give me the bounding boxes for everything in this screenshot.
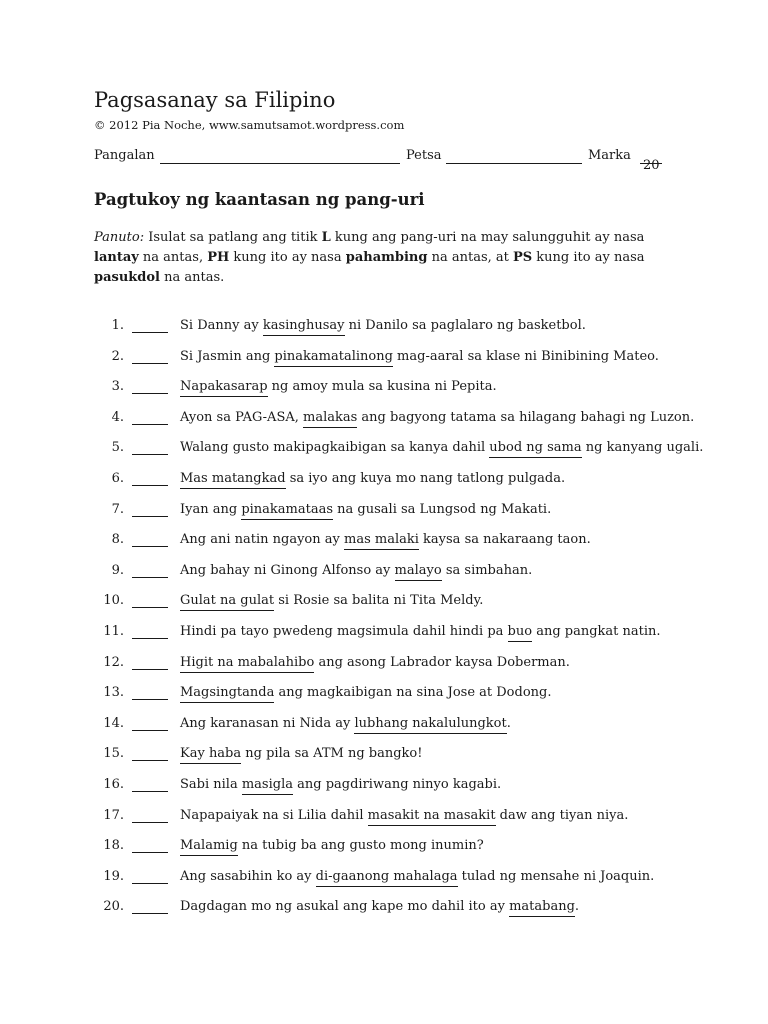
item-sentence	[180, 746, 423, 761]
underlined-adjective: di-gaanong mahalaga	[316, 869, 458, 887]
underlined-adjective: masakit na masakit	[368, 808, 496, 826]
item-sentence	[180, 563, 532, 578]
answer-blank[interactable]	[132, 363, 168, 364]
answer-blank[interactable]	[132, 913, 168, 914]
exercise-item	[94, 406, 694, 437]
sentence-pre: Napapaiyak na si Lilia dahil	[180, 807, 368, 823]
sentence-post: .	[506, 715, 511, 731]
item-number: 19.	[103, 868, 124, 884]
item-number: 16.	[103, 776, 124, 792]
underlined-adjective: Napakasarap	[180, 379, 268, 397]
item-sentence	[180, 471, 565, 486]
date-blank[interactable]	[446, 163, 582, 164]
instructions-text: kung ang pang-uri na may salungguhit ay nasa	[330, 230, 645, 245]
sentence-pre: Ang sasabihin ko ay	[180, 868, 316, 884]
sentence-post: ni Danilo sa paglalaro ng basketbol.	[344, 318, 586, 333]
answer-blank[interactable]	[132, 424, 168, 425]
item-number: 18.	[103, 838, 124, 854]
instructions-text: na antas.	[160, 270, 225, 285]
exercise-item	[94, 681, 694, 712]
underlined-adjective: Magsingtanda	[180, 685, 274, 703]
item-sentence	[180, 777, 501, 792]
sentence-post: daw ang tiyan niya.	[495, 807, 629, 823]
item-sentence	[180, 410, 694, 425]
sentence-post: sa simbahan.	[441, 562, 533, 578]
sentence-post: ang pangkat natin.	[532, 623, 661, 639]
item-sentence	[180, 808, 628, 823]
exercise-item	[94, 712, 694, 743]
answer-blank[interactable]	[132, 760, 168, 761]
answer-blank[interactable]	[132, 852, 168, 853]
term-pahambing: pahambing	[345, 250, 428, 265]
underlined-adjective: Kay haba	[180, 746, 241, 764]
item-number: 5.	[111, 440, 124, 456]
item-number: 11.	[103, 623, 124, 639]
item-sentence	[180, 869, 654, 884]
underlined-adjective: Mas matangkad	[180, 471, 286, 489]
item-number: 1.	[111, 318, 124, 333]
answer-blank[interactable]	[132, 669, 168, 670]
underlined-adjective: lubhang nakalulungkot	[354, 716, 506, 734]
term-lantay: lantay	[94, 250, 139, 265]
exercise-item	[94, 865, 694, 896]
sentence-pre: Si Danny ay	[180, 318, 263, 333]
sentence-pre: Ang ani natin ngayon ay	[180, 532, 344, 548]
answer-blank[interactable]	[132, 638, 168, 639]
page-title: Pagsasanay sa Filipino	[94, 88, 336, 112]
sentence-post: ang bagyong tatama sa hilagang bahagi ng Luzon.	[357, 409, 695, 425]
sentence-pre: Dagdagan mo ng asukal ang kape mo dahil ito ay	[180, 899, 510, 915]
item-number: 20.	[103, 899, 124, 915]
sentence-post: ang asong Labrador kaysa Doberman.	[314, 654, 570, 670]
student-info-row	[94, 146, 674, 176]
answer-blank[interactable]	[132, 546, 168, 547]
underlined-adjective: kasinghusay	[263, 318, 345, 336]
item-sentence	[180, 624, 661, 639]
code-L: L	[321, 230, 331, 245]
underlined-adjective: pinakamatalinong	[274, 349, 393, 367]
item-number: 14.	[103, 715, 124, 731]
exercise-item	[94, 559, 694, 590]
item-number: 10.	[103, 593, 124, 609]
instructions-text: na antas,	[138, 250, 208, 265]
instructions-lead: Panuto:	[94, 230, 145, 245]
answer-blank[interactable]	[132, 454, 168, 455]
exercise-item	[94, 498, 694, 529]
date-label: Petsa	[406, 148, 442, 163]
exercise-item	[94, 345, 694, 376]
underlined-adjective: malakas	[303, 410, 357, 428]
underlined-adjective: buo	[508, 624, 533, 642]
name-label: Pangalan	[94, 148, 155, 163]
answer-blank[interactable]	[132, 516, 168, 517]
answer-blank[interactable]	[132, 607, 168, 608]
sentence-pre: Ang bahay ni Ginong Alfonso ay	[180, 562, 395, 578]
sentence-post: na gusali sa Lungsod ng Makati.	[333, 501, 552, 517]
instructions-text: kung ito ay nasa	[229, 250, 346, 265]
item-number: 12.	[103, 654, 124, 670]
sentence-post: sa iyo ang kuya mo nang tatlong pulgada.	[285, 470, 566, 486]
code-PS: PS	[513, 250, 533, 265]
item-sentence	[180, 349, 659, 364]
answer-blank[interactable]	[132, 393, 168, 394]
item-number: 17.	[103, 807, 124, 823]
item-number: 15.	[103, 746, 124, 762]
sentence-post: kaysa sa nakaraang taon.	[418, 532, 591, 548]
instructions-paragraph	[94, 228, 688, 288]
underlined-adjective: matabang	[509, 899, 575, 917]
answer-blank[interactable]	[132, 332, 168, 333]
sentence-pre: Iyan ang	[180, 501, 242, 517]
item-sentence	[180, 655, 570, 670]
exercise-item	[94, 589, 694, 620]
instructions-text: Isulat sa patlang ang titik	[144, 230, 322, 245]
instructions-text: na antas, at	[427, 250, 513, 265]
sentence-post: ng kanyang ugali.	[581, 440, 704, 456]
sentence-post: mag-aaral sa klase ni Binibining Mateo.	[392, 348, 659, 364]
item-number: 3.	[111, 379, 124, 395]
answer-blank[interactable]	[132, 577, 168, 578]
sentence-pre: Walang gusto makipagkaibigan sa kanya dahil	[180, 440, 490, 456]
answer-blank[interactable]	[132, 883, 168, 884]
exercise-item	[94, 528, 694, 559]
term-pasukdol: pasukdol	[94, 270, 160, 285]
underlined-adjective: mas malaki	[344, 532, 419, 550]
item-number: 6.	[111, 470, 124, 486]
sentence-post: na tubig ba ang gusto mong inumin?	[237, 838, 484, 854]
sentence-pre: Hindi pa tayo pwedeng magsimula dahil hindi pa	[180, 623, 508, 639]
sentence-pre: Ang karanasan ni Nida ay	[180, 715, 355, 731]
score-label: Marka	[588, 148, 631, 163]
sentence-post: tulad ng mensahe ni Joaquin.	[457, 868, 655, 884]
item-sentence	[180, 532, 591, 547]
item-sentence	[180, 318, 586, 333]
code-PH: PH	[207, 250, 230, 265]
exercise-list	[94, 314, 704, 926]
answer-blank[interactable]	[132, 822, 168, 823]
exercise-item	[94, 773, 694, 804]
sentence-post: ng pila sa ATM ng bangko!	[241, 746, 423, 762]
underlined-adjective: pinakamataas	[241, 502, 333, 520]
exercise-item	[94, 895, 694, 926]
answer-blank[interactable]	[132, 699, 168, 700]
underlined-adjective: Malamig	[180, 838, 238, 856]
sentence-pre: Ayon sa PAG-ASA,	[180, 409, 303, 425]
exercise-item	[94, 375, 694, 406]
underlined-adjective: Higit na mabalahibo	[180, 655, 314, 673]
sentence-post: ng amoy mula sa kusina ni Pepita.	[267, 379, 497, 395]
exercise-item	[94, 834, 694, 865]
underlined-adjective: masigla	[242, 777, 293, 795]
item-sentence	[180, 379, 497, 394]
instructions-text: kung ito ay nasa	[532, 250, 645, 265]
exercise-item	[94, 620, 694, 651]
exercise-item	[94, 436, 704, 467]
sentence-post: ang magkaibigan na sina Jose at Dodong.	[274, 685, 552, 701]
item-number: 8.	[111, 532, 124, 548]
item-number: 13.	[103, 685, 124, 701]
answer-blank[interactable]	[132, 485, 168, 486]
exercise-item	[94, 742, 694, 773]
sentence-post: ang pagdiriwang ninyo kagabi.	[292, 776, 502, 792]
section-heading: Pagtukoy ng kaantasan ng pang-uri	[94, 190, 425, 209]
item-sentence	[180, 838, 484, 853]
exercise-item	[94, 314, 694, 345]
item-sentence	[180, 685, 552, 700]
item-sentence	[180, 502, 551, 517]
exercise-item	[94, 467, 694, 498]
name-blank[interactable]	[160, 163, 400, 164]
item-number: 7.	[111, 501, 124, 517]
item-sentence	[180, 593, 483, 608]
underlined-adjective: ubod ng sama	[489, 440, 581, 458]
copyright-line: © 2012 Pia Noche, www.samutsamot.wordpress.com	[94, 118, 405, 132]
item-sentence	[180, 899, 579, 914]
sentence-post: .	[574, 899, 580, 915]
answer-blank[interactable]	[132, 791, 168, 792]
answer-blank[interactable]	[132, 730, 168, 731]
sentence-post: si Rosie sa balita ni Tita Meldy.	[274, 593, 484, 609]
item-sentence	[180, 716, 511, 731]
item-number: 9.	[111, 562, 124, 578]
item-sentence	[180, 440, 703, 455]
underlined-adjective: malayo	[395, 563, 442, 581]
sentence-pre: Sabi nila	[180, 776, 242, 792]
item-number: 2.	[111, 348, 124, 364]
exercise-item	[94, 804, 694, 835]
item-number: 4.	[111, 409, 124, 425]
sentence-pre: Si Jasmin ang	[180, 348, 275, 364]
score-total: 20	[643, 158, 660, 173]
exercise-item	[94, 651, 694, 682]
underlined-adjective: Gulat na gulat	[180, 593, 274, 611]
